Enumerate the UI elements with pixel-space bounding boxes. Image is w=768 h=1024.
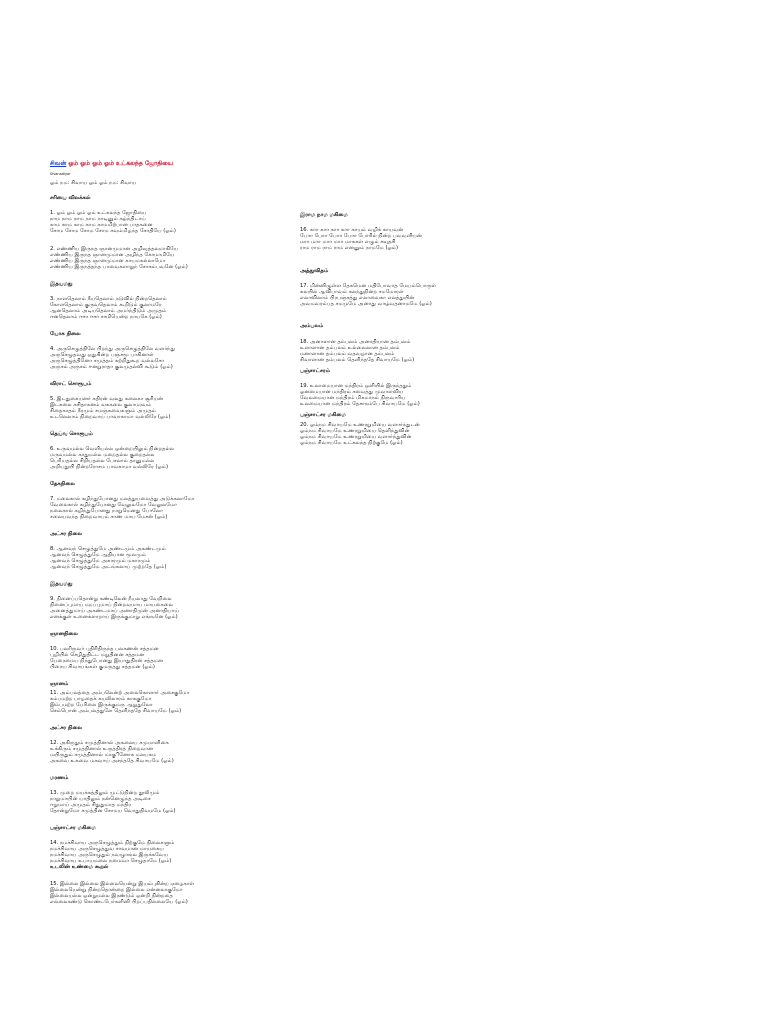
section-heading: பஞ்சாட்சரம்	[300, 368, 331, 374]
verse-line: பிரைய சிவாயங்கள் குமருதது சத்தமன (ஓம்)	[50, 664, 155, 670]
verse-line: ராம ராம ராம ராம எனனும் நாமமே (ஓம்)	[300, 245, 399, 251]
verse-line: நாம நாம நாம நாம நாடினும் கழ்ந்திடாய்	[50, 216, 146, 222]
section-heading: இதயமது	[50, 581, 73, 587]
byline: Sivanadiyar	[50, 172, 71, 176]
verse-line: வேலைகால் கழிந்துபோனது வேலுலமோ வேலுலமோ	[50, 502, 177, 508]
verse-line: சோம சோம சோம சோம சவம்மிழந்த சோதியே (ஓம்)	[50, 228, 176, 234]
verse-line: எல்லைகண்டு கொண்டபேர்களினி பிறப்பதில்லையே (ஓம்)	[50, 899, 188, 905]
section-heading: அத்துவிதம்	[300, 268, 329, 274]
verse-line: கம்பமற்ற பாழதைக் கயலிலாரம் காசுகுமோ	[50, 696, 152, 702]
verse-line: நமச்சிவாய உபாயமலை நமைவா செழுதாமே (ஓம்)	[50, 858, 172, 864]
verse-line: எண்ணிய இருநத ஞானமுமான அழிந்த கோமாமியே	[50, 252, 175, 258]
verse-line: உடலெலாம் நிறைவாய் பாவாகாமா வல்லிரே (ஓம்)	[50, 414, 171, 420]
verse-line: மருவமல்ல காதுமல்ல மறைதல்ல குறைதல்ல	[50, 452, 155, 458]
verse-line: 7. மலைகால் கழிந்துபோனது மலத்துயவைத்து அடுக்கலாமோ	[50, 496, 195, 502]
verse-line: மனாளான தம்பலம் வதவழான தம்பலம்	[300, 351, 395, 357]
verse-line: இடகலை சுசிதாகனம் வசுகலை குலாமரவம்	[50, 402, 152, 408]
verse-line: 18. அனாளான தம்பலம் அனாதியான தம்பலம்	[300, 339, 411, 345]
section-heading: ஞானநிலை	[50, 631, 78, 637]
verse-line: எனக்குள் உனைக்ளாறாய் இருக்குமாறு எங்ஙனே (ஓம்)	[50, 614, 178, 620]
verse-line: அகவை உகவை மகவாய் அசந்ததே சிவாயமே (ஓம்)	[50, 758, 174, 764]
verse-line: 4. அருசெழுத்திலே பிறந்து அருசெழுத்திலே வளர்ந்து	[50, 346, 176, 352]
verse-line: 6. உருவமல்ல வெளியல்ல ஒன்றையிலும் நின்றதல்ல	[50, 446, 175, 452]
verse-line: 2. எண்ணிய இருநத ஞானமுமான அழிவுத்தலமாகியே	[50, 246, 179, 252]
verse-line: ஓம்நம சிவாயமே உணரறுமியை தெளிந்துவின்	[300, 428, 410, 434]
verse-line: ஈறுமாய் அமுதம் சிதுதுமாத மந்திர	[50, 802, 132, 808]
verse-line: இல்லையென்று நின்றதொன்றை இல்லை என்னலாகுமோ	[50, 887, 183, 893]
verse-line: உலமையான மந்திரம் தேசாநம்பே சிவாயமே (ஓம்)	[300, 401, 420, 407]
verse-line: ஆனவந் செழுத்துமே அகாரமும் மகாரமும்	[50, 558, 151, 564]
section-heading: உடலின் உண்மை கூறல்	[50, 864, 109, 870]
verse-line: வேலமையான மந்திரம் மிகமாநம் நிருவாரிய	[300, 395, 406, 401]
verse-line: 9. நினைப்பதொன்று கண்டிலேன் நீயலாது வேறிலை	[50, 596, 172, 602]
verse-line: சிவாளான தம்பலம் தெளிந்ததே சிவாயமே (ஓம்)	[300, 357, 415, 363]
verse-line: ஓம்நம சிவாயமே உணரறுமியை வளார்ந்துவின்	[300, 434, 412, 440]
verse-line: ஓம்நம சிவாயமே உட்கலந்த நிற்குமே (ஓம்)	[300, 440, 403, 446]
section-heading: தேகநிலை	[50, 481, 75, 487]
section-heading: பஞ்சாட்சர மகிமை	[50, 825, 96, 831]
verse-line: நமச்சிவாய அருசெழுதும் நவழுாங்ல இருக்கவேய	[50, 852, 169, 858]
verse-line: 12. அகிருதும் சமுத்தினால் அகலைய சமுமாளிகை	[50, 740, 169, 746]
verse-line: 13. முறை மயக்கத்திலும் முட்டுநின்ற தூலிமும்	[50, 790, 160, 796]
verse-line: 19. உலாமையான மந்திரம் ஒளியில் இருந்ததும்	[300, 383, 412, 389]
verse-line: நாறுமாயின் யாதிலும் நன்னெழுந்த அடிசை	[50, 796, 151, 802]
verse-line: இல்லையல்ல ஒன்றுமல்ல இரண்டும் ஒன்றி நின்றதை	[50, 893, 173, 899]
section-heading: தெய்வ சொரூபம்	[50, 431, 93, 437]
verse-line: அருசம் அருசம் ஈனறுராதா குலமுதல்வி கூடும் (ஓம்)	[50, 364, 173, 370]
verse-line: தோன்றுமோ சமுத்தின சோமய வொதுதிவமமே (ஓம்)	[50, 808, 176, 814]
verse-line: எண்ணிய இருநத்தந்த பாவைகளாறுந் சோகம்பவனே (ஓம்)	[50, 264, 188, 270]
verse-line: செம்பொன் அம்பலத்துளே தெளிந்ததே சிவாயமே (ஓம்)	[50, 708, 182, 714]
verse-line: 10. பலரிருவர் புதிரிதிருந்த பலகணன் சத்தமன	[50, 646, 159, 652]
verse-line: எலாவிலாம் பிரபஞ்சத்து எலாவைகா எலத்துயின்	[300, 295, 415, 301]
verse-line: ஆனதெலாம் அடியதெலாம் அமர்ந்திடும் அமுதம்	[50, 308, 167, 314]
verse-line: மாா மாா மாா மாா மாசுகள் எழும் சவுதசி	[300, 239, 396, 245]
verse-line: சிதைகாதம் நீரமும் சமஞ்சுவைகளும் அமுதம்	[50, 408, 156, 414]
verse-line: கலயில் ஆவிபாவம் கலந்துநின்ற சமமோரள்	[300, 289, 404, 295]
section-heading: இராம நாம மகிமை	[300, 212, 348, 218]
verse-line: கோளதெலாம் குருவதெலாம் கூறிடும் குலாமரே	[50, 302, 162, 308]
verse-line: உளாளான தம்பலம் உல்லைலான தம்பலம்	[300, 345, 400, 351]
verse-line: 17. மின்னிழுள்ள தேகமென மதிபோவாத மேயம்பொருள்	[300, 283, 437, 289]
verse-line: அருசெழுதவது ஒதுகின்ற பஞ்சமூ பாகினாள்	[50, 352, 154, 358]
verse-line: எண்ணிய இருநத ஞானமுமான காயமகல்லாமோ	[50, 258, 166, 264]
verse-line: ஆனவந் செழுத்துமே ஆதியான மூலமும்	[50, 552, 147, 558]
verse-line: இம்பமற்ற பேரிலை இருக்குமரு ஆறுதுலோ	[50, 702, 153, 708]
verse-line: அருசெழுத்தினோ சமுத்தம் சுற்றிதுகூற வல்லசோ	[50, 358, 165, 364]
title-link[interactable]: சிவன்	[50, 160, 67, 167]
section-heading: யோக நிலை	[50, 331, 81, 337]
verse-line: 11. அம்பலத்தை அம்பலென்ற் அலைகொளார் அசைகுமோ	[50, 690, 190, 696]
verse-line: அவமவரம்பத சமமுமே அனாது வாழ்வதனாமமே (ஓம்)	[300, 301, 432, 307]
verse-line: பெரியதல்ல சிறியதல்ல பேசலாம் தானுமல்ல	[50, 458, 155, 464]
song-title-row	[50, 160, 173, 168]
verse-line: 5. இடதுகையனர் சுதிரன் வலது கலைகா சூரியன்	[50, 396, 164, 402]
verse-line: 16. காா காா காா காா காயம் வழிக் காயவன்	[300, 227, 404, 233]
verse-line: 15. இல்லை இல்லை இல்லையென்று இயம்புகின்ற ஏழைகாள்	[50, 881, 195, 887]
section-heading: மரணம்	[50, 775, 69, 781]
verse-line: பேரைமைய நிந்துபோனது இயாதுதிரன் சத்தமன	[50, 658, 164, 664]
verse-line: நலைகால் கழிந்துபோனது நாறுமெனது போலோ	[50, 508, 163, 514]
verse-line: சலையவந்த நிறைவாயம் சாண மாய மேசன் (ஓம்)	[50, 514, 168, 520]
verse-line: 3. நாளதெலாம் நீயதெலாம் நடுவில் நின்றதெலாம்	[50, 296, 167, 302]
verse-line: 1. ஓம் ஓம் ஓம் ஓம் உட்கலந்த ஜோதியை	[50, 210, 147, 216]
verse-line: ஆனவந் செழுத்துமே அடங்கலாய் முற்றதே (ஓம்)	[50, 564, 167, 570]
verse-line: அனைத்துமாய் அகண்டமாய் அனாதிமுன் அனாதியாய்	[50, 608, 179, 614]
verse-line: ஈனதெலாம் ஈசா ஈசா சாமியென்ற நாயகே (ஓம்)	[50, 314, 162, 320]
verse-line: காம காம காம காம காமமிற்பான பாதகனை	[50, 222, 153, 228]
verse-line: 20. ஓம்நம சிவாயமே உணரறுமியை வளார்ந்துடன்	[300, 422, 420, 428]
section-heading: ஞானம்	[50, 681, 69, 687]
verse-line: புழியில் செழிதுதிட்ட மறுதினன சத்தமன	[50, 652, 145, 658]
verse-line: ஓனமையான மந்திரம் சவைத்து முவாளவிய	[300, 389, 404, 395]
intro-line: ஓம் நம: சிவாய ஓம் ஓம் நம: சிவாய	[50, 180, 137, 186]
verse-line: உக்கிரும் சமுத்தினால் உருத்திரத் நிறைவான	[50, 746, 154, 752]
section-heading: அட்சர நிலை	[50, 725, 82, 731]
verse-line: போா போா போா போா போரில் நின்ற பவவளியன்	[300, 233, 422, 239]
verse-line: அறியதுயி நின்றரோசம பாவகாமா வல்லிரே (ஓம்)	[50, 464, 169, 470]
section-heading: அம்பலம்	[300, 323, 324, 329]
verse-line: மயிருதும் சமுத்தினால் மாகுினோக மலயகம	[50, 752, 157, 758]
section-heading: பஞ்சாட்சர மகிமை	[300, 412, 346, 418]
section-heading: இதயமது	[50, 281, 73, 287]
song-title: ஓம் ஓம் ஓம் ஓம் உட்கலந்த ஜோதியை	[68, 160, 174, 167]
verse-line: 14. நமச்சிவாய அருசெழுத்தும் நிற்குமே நிலைகளும்	[50, 840, 175, 846]
verse-line: 8. ஆனவந் செழுத்துமே அண்டமும் அகண்டமும்	[50, 546, 166, 552]
verse-line: நமச்சிவாய அருசெழுத்துவ சாவமான மாயகைய	[50, 846, 164, 852]
section-heading: சரியை விலக்கல்	[50, 195, 91, 201]
section-heading: அட்சர நிலை	[50, 531, 82, 537]
section-heading: விராட் சொரூபம்	[50, 381, 92, 387]
verse-line: நினைப்புமாய் மறப்புமாய் நின்றவமாய மாயகைலை	[50, 602, 173, 608]
